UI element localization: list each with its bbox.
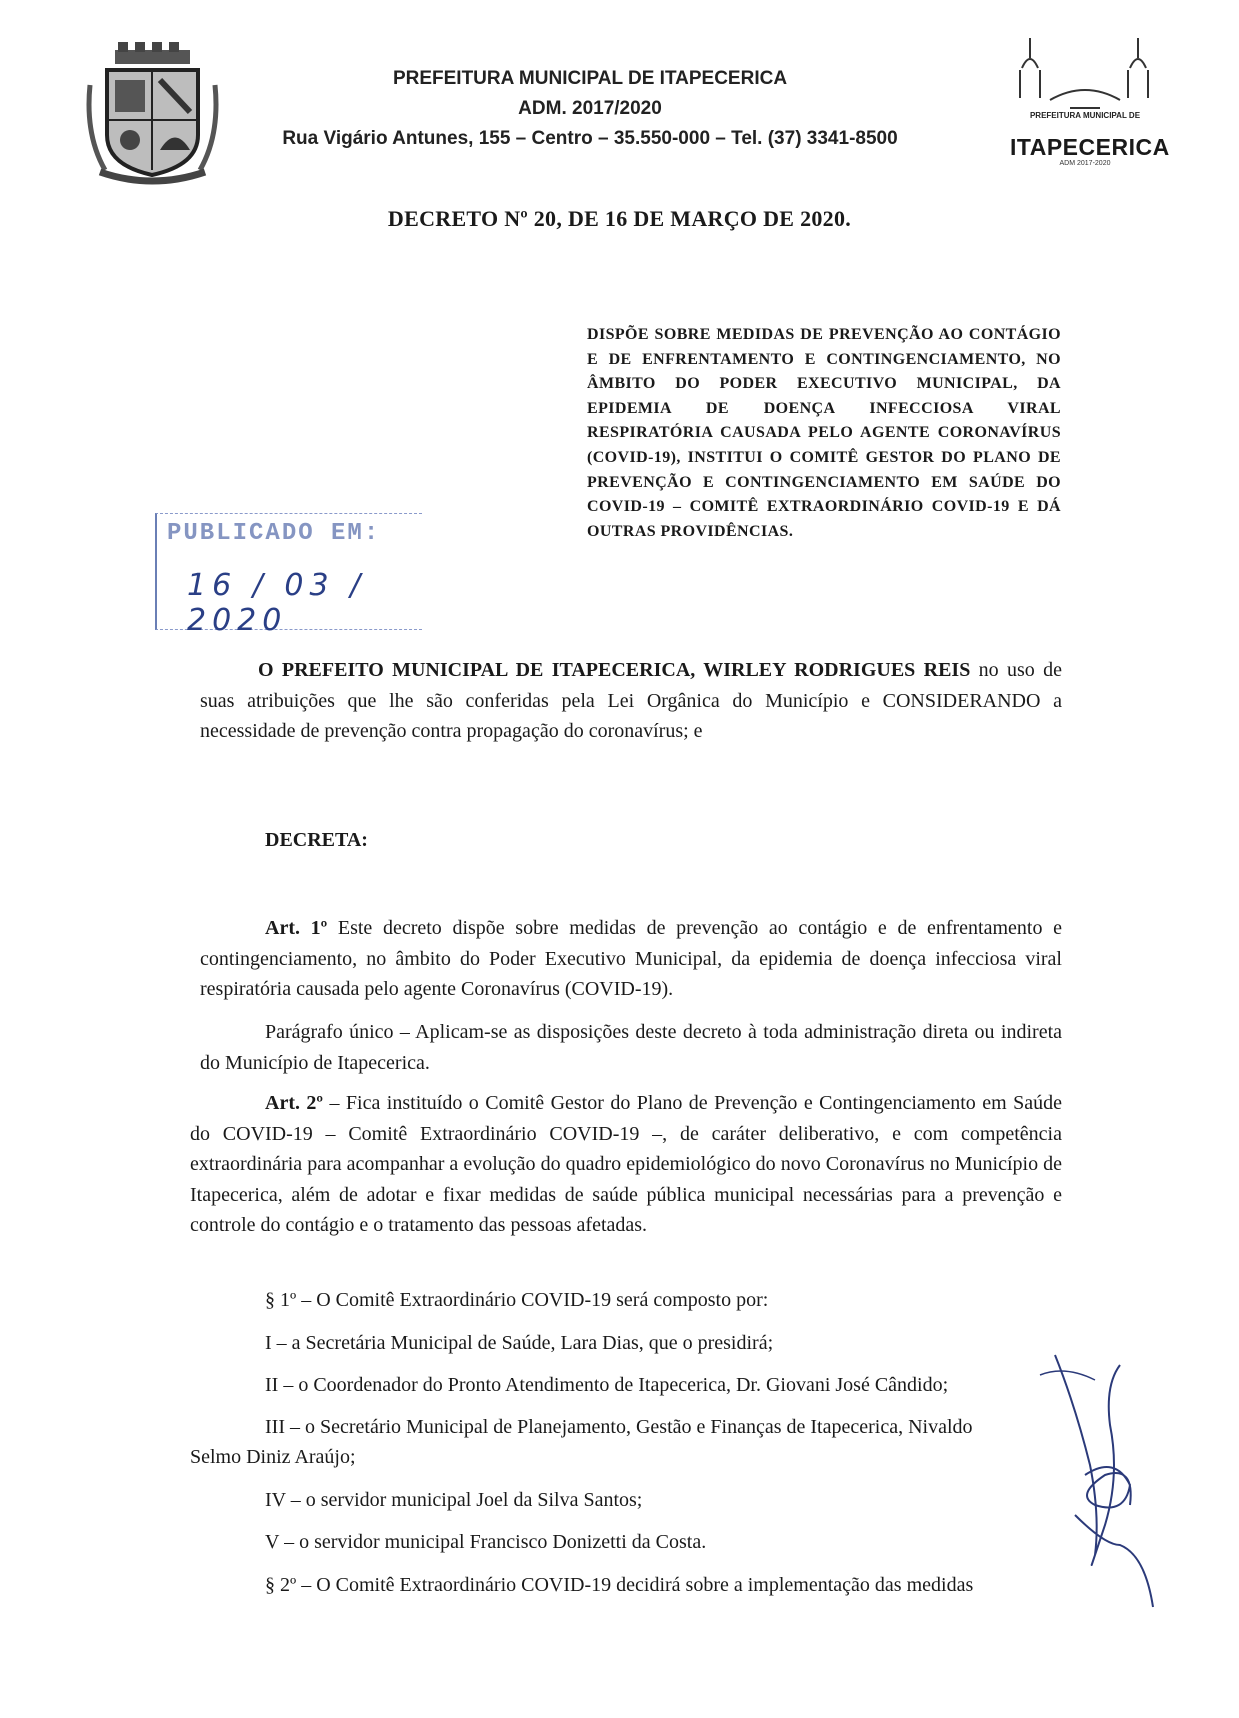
article-2: [190, 1088, 1062, 1241]
paragraph-2: § 2º – O Comitê Extraordinário COVID-19 decidirá sobre a implementação das medidas: [265, 1574, 974, 1596]
article-1-text: Este decreto dispõe sobre medidas de prevenção ao contágio e de enfrentamento e contingenciamento, no âmbito do Poder Executivo Municipal, da epidemia de doença infecciosa viral respiratória causada pelo agente Coronavírus (COVID-19).: [200, 917, 1062, 1000]
itapecerica-church-logo: [1010, 38, 1160, 120]
decreta-heading: DECRETA:: [265, 829, 368, 851]
paragraph-1: § 1º – O Comitê Extraordinário COVID-19 será composto por:: [265, 1289, 769, 1311]
decree-title: DECRETO Nº 20, DE 16 DE MARÇO DE 2020.: [387, 206, 852, 231]
header-administration: ADM. 2017/2020: [518, 98, 662, 119]
publication-stamp: [155, 513, 422, 638]
right-logo-subline: [1010, 160, 1160, 167]
list-item: III – o Secretário Municipal de Planejamento, Gestão e Finanças de Itapecerica, Nivaldo: [265, 1416, 973, 1438]
right-logo-top-text: PREFEITURA MUNICIPAL DE: [1029, 111, 1141, 120]
preamble-text: no uso de suas atribuições que lhe são conferidas pela Lei Orgânica do Município e CONSIDERANDO a necessidade de prevenção contra propagação do coronavírus; e: [200, 659, 1062, 742]
list-item: II – o Coordenador do Pronto Atendimento de Itapecerica, Dr. Giovani José Cândido;: [265, 1374, 949, 1396]
article-1: [200, 913, 1062, 1005]
right-logo-sub: ADM 2017-2020: [1059, 160, 1111, 167]
article-2-text: – Fica instituído o Comitê Gestor do Plano de Prevenção e Contingenciamento em Saúde do COVID-19 – Comitê Extraordinário COVID-19 –, de caráter deliberativo, e com competência extraordinária para acompanhar a evolução do quadro epidemiológico do novo Coronavírus no Município de Itapecerica, além de adotar e fixar medidas de saúde pública municipal necessárias para a prevenção e controle do contágio e o tratamento das pessoas afetadas.: [190, 1092, 1062, 1236]
list-item-continuation: Selmo Diniz Araújo;: [190, 1446, 356, 1468]
list-item: IV – o servidor municipal Joel da Silva Santos;: [265, 1489, 643, 1511]
decree-summary: DISPÕE SOBRE MEDIDAS DE PREVENÇÃO AO CONTÁGIO E DE ENFRENTAMENTO E CONTINGENCIAMENTO, NO ÂMBITO DO PODER EXECUTIVO MUNICIPAL, DA EPIDEMIA DE DOENÇA INFECCIOSA VIRAL RESPIRATÓRIA CAUSADA PELO AGENTE CORONAVÍRUS (COVID-19), INSTITUI O COMITÊ GESTOR DO PLANO DE PREVENÇÃO E CONTINGENCIAMENTO EM SAÚDE DO COVID-19 – COMITÊ EXTRAORDINÁRIO COVID-19 E DÁ OUTRAS PROVIDÊNCIAS.: [587, 326, 1061, 540]
article-2-label: Art. 2º: [265, 1092, 324, 1114]
coat-of-arms-logo: [85, 40, 220, 185]
header-address: Rua Vigário Antunes, 155 – Centro – 35.550-000 – Tel. (37) 3341-8500: [282, 128, 898, 149]
stamp-label: PUBLICADO EM:: [167, 520, 381, 547]
list-item: V – o servidor municipal Francisco Donizetti da Costa.: [265, 1531, 707, 1553]
preamble-lead: O PREFEITO MUNICIPAL DE ITAPECERICA, WIRLEY RODRIGUES REIS: [258, 659, 971, 681]
signature: [1035, 1345, 1165, 1615]
header-municipality: PREFEITURA MUNICIPAL DE ITAPECERICA: [392, 68, 788, 89]
right-logo-name: ITAPECERICA: [1010, 134, 1170, 160]
stamp-date: 16 / 03 / 2020: [187, 568, 367, 638]
sole-paragraph: Parágrafo único – Aplicam-se as disposições deste decreto à toda administração direta ou indireta do Município de Itapecerica.: [200, 1021, 1062, 1074]
list-item: I – a Secretária Municipal de Saúde, Lara Dias, que o presidirá;: [265, 1332, 774, 1354]
article-1-label: Art. 1º: [265, 917, 328, 939]
preamble: [200, 655, 1062, 747]
